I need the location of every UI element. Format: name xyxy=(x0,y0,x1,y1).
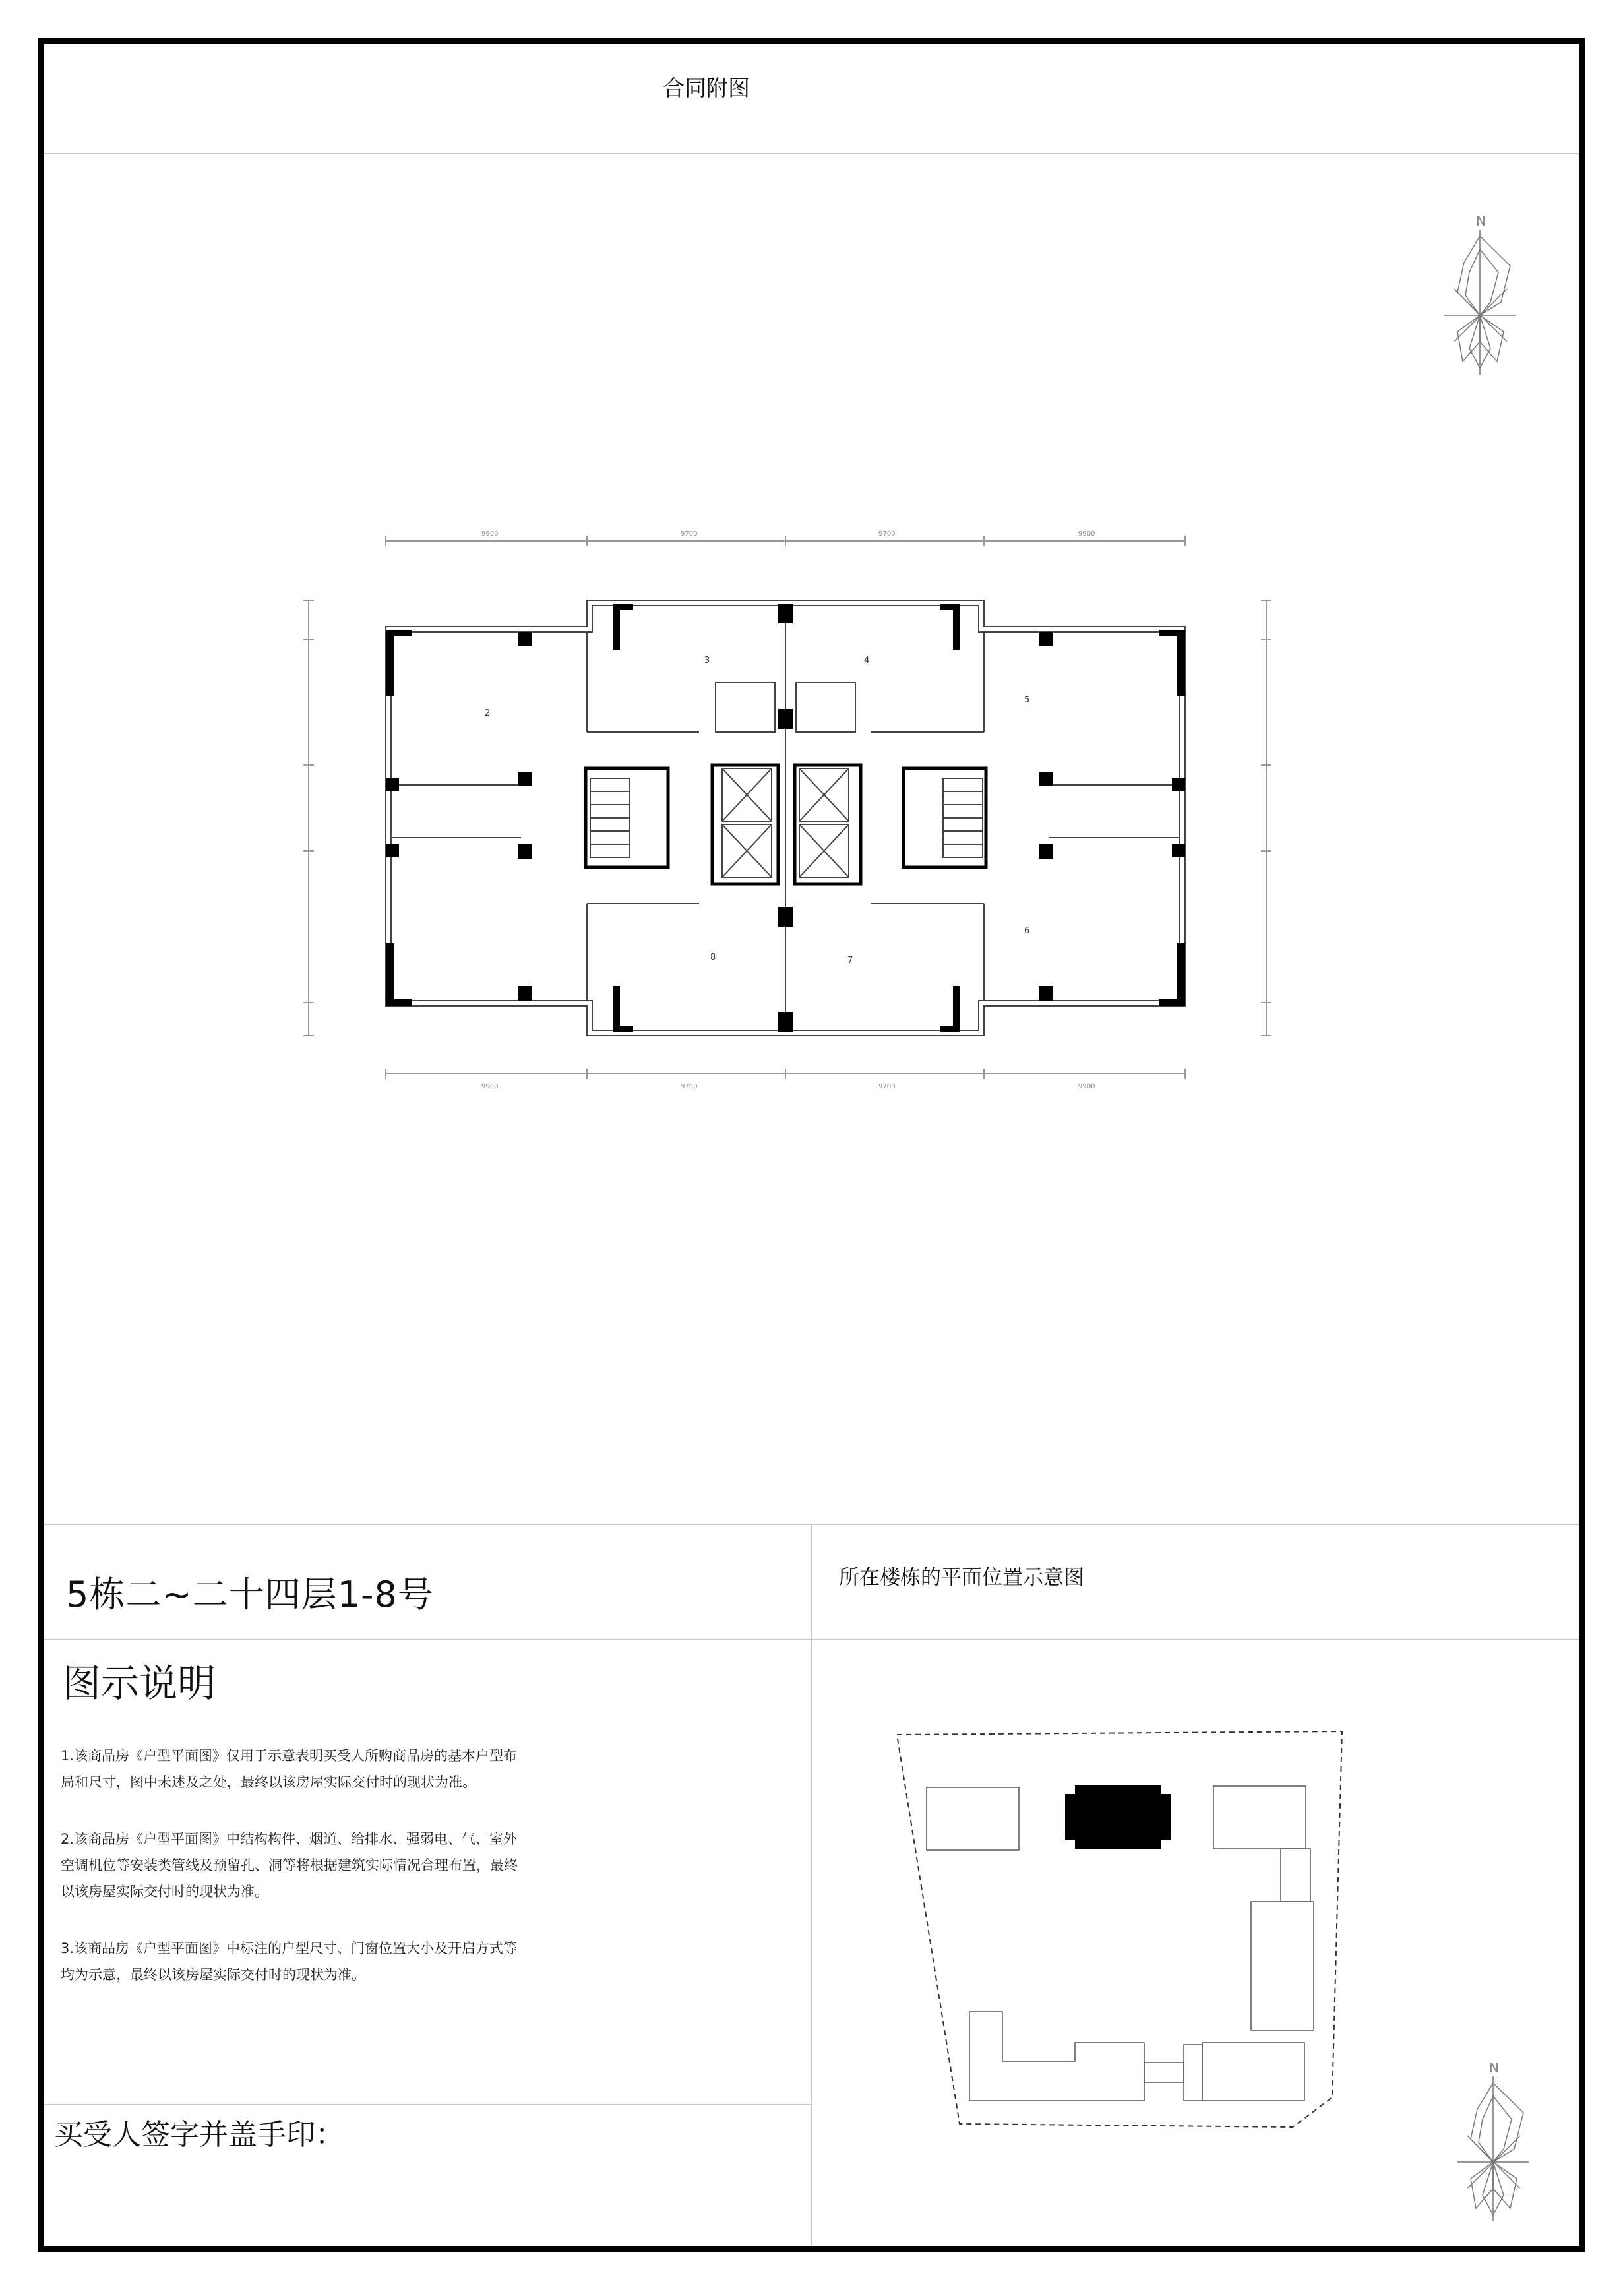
building-block xyxy=(1184,2045,1202,2101)
site-location-map xyxy=(877,1722,1352,2144)
building-block xyxy=(1202,2043,1304,2101)
building-block xyxy=(927,1787,1019,1850)
dim-bottom-1: 9900 xyxy=(481,1083,499,1090)
legend-title: 图示说明 xyxy=(63,1661,216,1706)
page-title: 合同附图 xyxy=(663,75,750,101)
unit-number-8: 8 xyxy=(710,952,716,962)
header-divider xyxy=(44,153,1579,154)
dim-bottom-4: 9900 xyxy=(1078,1083,1095,1090)
unit-number-7: 7 xyxy=(847,956,853,966)
dim-bottom-3: 9700 xyxy=(878,1083,896,1090)
connector-block xyxy=(1144,2063,1184,2082)
signature-divider xyxy=(44,2104,811,2105)
building-block xyxy=(1251,1902,1314,2030)
dim-top-4: 9900 xyxy=(1078,530,1095,538)
dim-top-1: 9900 xyxy=(481,530,499,538)
dim-top-3: 9700 xyxy=(878,530,896,538)
building-block xyxy=(1281,1849,1310,1902)
dim-top-2: 9700 xyxy=(681,530,698,538)
walls xyxy=(386,600,1185,1036)
compass-north-label: N xyxy=(1476,213,1486,229)
location-map-title: 所在楼栋的平面位置示意图 xyxy=(839,1566,1084,1590)
legend-note-1: 1.该商品房《户型平面图》仅用于示意表明买受人所购商品房的基本户型布局和尺寸，图中未述及之处，最终以该房屋实际交付时的现状为准。 xyxy=(61,1748,518,1790)
column-divider xyxy=(811,1524,812,2246)
unit-number-3: 3 xyxy=(704,656,710,666)
legend-note-3: 3.该商品房《户型平面图》中标注的户型尺寸、门窗位置大小及开启方式等均为示意，最终以该房屋实际交付时的现状为准。 xyxy=(61,1940,518,1983)
unit-title: 5栋二~二十四层1-8号 xyxy=(66,1574,434,1615)
floor-plan xyxy=(290,514,1306,1108)
legend-notes xyxy=(61,1743,529,2018)
compass-north-label-bottom: N xyxy=(1489,2060,1499,2076)
building-block xyxy=(969,2012,1144,2101)
building-block xyxy=(1213,1786,1306,1849)
dim-bottom-2: 9700 xyxy=(681,1083,698,1090)
compass-north-icon xyxy=(1438,210,1530,388)
current-building-marker xyxy=(1065,1785,1171,1849)
unit-number-6: 6 xyxy=(1024,926,1030,936)
unit-number-2: 2 xyxy=(485,708,491,718)
unit-number-4: 4 xyxy=(864,656,870,666)
legend-note-2: 2.该商品房《户型平面图》中结构构件、烟道、给排水、强弱电、气、室外空调机位等安装类管线及预留孔、洞等将根据建筑实际情况合理布置，最终以该房屋实际交付时的现状为准。 xyxy=(61,1831,518,1900)
unit-numbers xyxy=(485,656,1029,966)
unit-number-5: 5 xyxy=(1024,695,1030,705)
compass-north-icon-bottom xyxy=(1451,2057,1543,2235)
buyer-signature-label: 买受人签字并盖手印： xyxy=(54,2118,344,2152)
